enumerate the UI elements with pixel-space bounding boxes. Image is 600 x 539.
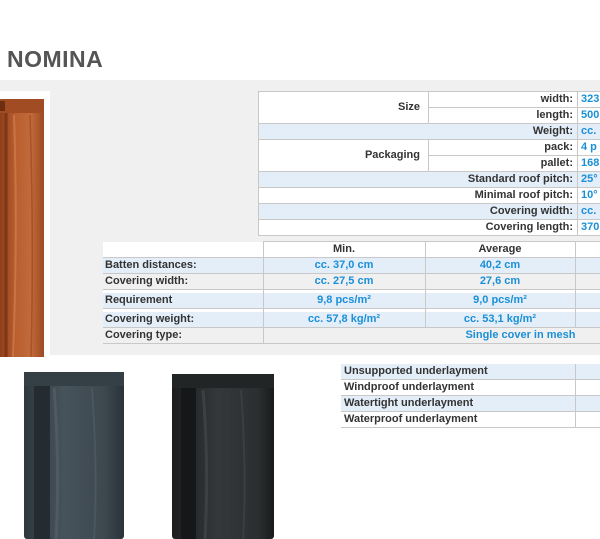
weight-label: Weight: [259,124,578,140]
pack-label: pack: [429,140,578,156]
standard-pitch-label: Standard roof pitch: [259,172,578,188]
underlayment-table [341,364,600,428]
slate-grey-roof-tile [14,364,135,539]
standard-pitch-row [259,172,600,188]
requirement-min: 9,8 pcs/m² [263,293,425,309]
batten-average: 40,2 cm [425,258,575,274]
pack-value: 4 p [578,140,600,156]
black-roof-tile [163,364,282,539]
width-label: width: [429,92,578,108]
minimal-pitch-row [259,188,600,204]
cov-type-value: Single cover in mesh [263,328,600,344]
covering-length-label: Covering length: [259,220,578,236]
cov-weight-row [103,312,600,328]
weight-value: cc. [578,124,600,140]
cov-width-min: cc. 27,5 cm [263,274,425,290]
roof-tile-icon [163,364,282,539]
underlayment-row [341,364,600,380]
cov-width-average: 27,6 cm [425,274,575,290]
cov-width-row [103,274,600,290]
cov-type-row [103,328,600,344]
underlayment-row [341,380,600,396]
average-header: Average [425,242,575,258]
min-header: Min. [263,242,425,258]
underlayment-label: Waterproof underlayment [341,412,575,428]
packaging-label: Packaging [259,140,429,172]
requirement-label: Requirement [103,293,263,309]
underlayment-label: Watertight underlayment [341,396,575,412]
requirement-average: 9,0 pcs/m² [425,293,575,309]
weight-row [259,124,600,140]
covering-length-value: 370 [578,220,600,236]
specification-table [258,91,600,236]
cov-weight-min: cc. 57,8 kg/m² [263,312,425,328]
roof-tile-icon [14,364,135,539]
pallet-label: pallet: [429,156,578,172]
packaging-pack-row [259,140,600,156]
underlayment-row [341,412,600,428]
standard-pitch-value: 25° [578,172,600,188]
batten-min: cc. 37,0 cm [263,258,425,274]
cov-weight-average: cc. 53,1 kg/m² [425,312,575,328]
coverage-table [103,241,600,344]
underlayment-row [341,396,600,412]
covering-width-value: cc. [578,204,600,220]
cov-weight-label: Covering weight: [103,312,263,328]
terracotta-roof-tile [0,91,50,357]
coverage-header-row [103,242,600,258]
underlayment-label: Unsupported underlayment [341,364,575,380]
covering-width-label: Covering width: [259,204,578,220]
requirement-row [103,293,600,309]
minimal-pitch-label: Minimal roof pitch: [259,188,578,204]
cov-type-label: Covering type: [103,328,263,344]
pallet-value: 168 [578,156,600,172]
covering-length-row [259,220,600,236]
underlayment-label: Windproof underlayment [341,380,575,396]
batten-label: Batten distances: [103,258,263,274]
width-value: 323 [578,92,600,108]
length-value: 500 [578,108,600,124]
length-label: length: [429,108,578,124]
size-label: Size [259,92,429,124]
size-width-row [259,92,600,108]
batten-row [103,258,600,274]
roof-tile-icon [0,91,50,357]
minimal-pitch-value: 10° [578,188,600,204]
cov-width-label: Covering width: [103,274,263,290]
page-title: NOMINA [7,46,104,72]
covering-width-row [259,204,600,220]
